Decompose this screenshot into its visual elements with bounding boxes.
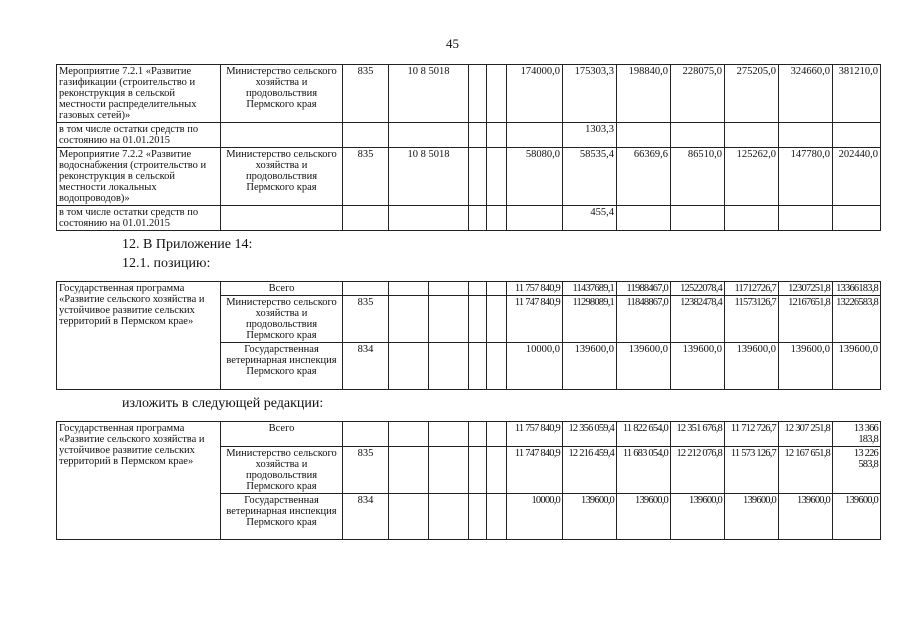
empty-cell bbox=[487, 282, 507, 296]
executor-cell bbox=[221, 206, 343, 231]
value-cell: 139600,0 bbox=[833, 343, 881, 390]
value-cell: 12307251,8 bbox=[779, 282, 833, 296]
executor-cell: Министерство сельского хозяйства и продовольствия Пермского края bbox=[221, 296, 343, 343]
value-cell: 147780,0 bbox=[779, 148, 833, 206]
value-cell: 202440,0 bbox=[833, 148, 881, 206]
value-cell: 324660,0 bbox=[779, 65, 833, 123]
measure-name: в том числе остатки средств по состоянию на 01.01.2015 bbox=[57, 206, 221, 231]
measure-name: Мероприятие 7.2.2 «Развитие водоснабжения (строительство и реконструкция в сельской местности локальных водопроводов)» bbox=[57, 148, 221, 206]
value-cell: 11 757 840,9 bbox=[507, 422, 563, 447]
value-cell: 12522078,4 bbox=[671, 282, 725, 296]
value-cell: 11988467,0 bbox=[617, 282, 671, 296]
empty-cell bbox=[429, 494, 469, 540]
value-cell bbox=[507, 206, 563, 231]
executor-cell: Государственная ветеринарная инспекция Пермского края bbox=[221, 494, 343, 540]
empty-cell bbox=[429, 282, 469, 296]
value-cell: 12 351 676,8 bbox=[671, 422, 725, 447]
value-cell: 381210,0 bbox=[833, 65, 881, 123]
executor-cell bbox=[221, 123, 343, 148]
empty-cell bbox=[487, 422, 507, 447]
value-cell bbox=[725, 123, 779, 148]
csr-cell: 10 8 5018 bbox=[389, 65, 469, 123]
csr-cell bbox=[389, 123, 469, 148]
measure-name: Мероприятие 7.2.1 «Развитие газификации (строительство и реконструкция в сельской местности распределительных газовых сетей)» bbox=[57, 65, 221, 123]
value-cell bbox=[671, 123, 725, 148]
value-cell: 58535,4 bbox=[563, 148, 617, 206]
value-cell: 12 307 251,8 bbox=[779, 422, 833, 447]
value-cell: 13366183,8 bbox=[833, 282, 881, 296]
value-cell: 139600,0 bbox=[725, 343, 779, 390]
empty-cell bbox=[389, 494, 429, 540]
empty-cell bbox=[487, 65, 507, 123]
value-cell: 275205,0 bbox=[725, 65, 779, 123]
empty-cell bbox=[487, 343, 507, 390]
empty-cell bbox=[429, 447, 469, 494]
empty-cell bbox=[389, 447, 429, 494]
empty-cell bbox=[469, 494, 487, 540]
value-cell: 139600,0 bbox=[833, 494, 881, 540]
value-cell: 58080,0 bbox=[507, 148, 563, 206]
value-cell: 125262,0 bbox=[725, 148, 779, 206]
executor-cell: Всего bbox=[221, 422, 343, 447]
empty-cell bbox=[389, 343, 429, 390]
empty-cell bbox=[487, 206, 507, 231]
value-cell: 139600,0 bbox=[671, 494, 725, 540]
value-cell: 139600,0 bbox=[671, 343, 725, 390]
empty-cell bbox=[469, 65, 487, 123]
value-cell bbox=[671, 206, 725, 231]
value-cell bbox=[779, 123, 833, 148]
value-cell: 11848867,0 bbox=[617, 296, 671, 343]
redaction-heading: изложить в следующей редакции: bbox=[122, 396, 324, 411]
value-cell: 139600,0 bbox=[617, 494, 671, 540]
value-cell: 11 712 726,7 bbox=[725, 422, 779, 447]
value-cell bbox=[833, 123, 881, 148]
value-cell: 66369,6 bbox=[617, 148, 671, 206]
empty-cell bbox=[487, 447, 507, 494]
page-number: 45 bbox=[446, 36, 459, 51]
empty-cell bbox=[487, 296, 507, 343]
empty-cell bbox=[469, 148, 487, 206]
value-cell: 11 822 654,0 bbox=[617, 422, 671, 447]
value-cell: 139600,0 bbox=[725, 494, 779, 540]
value-cell: 11 757 840,9 bbox=[507, 282, 563, 296]
empty-cell bbox=[389, 296, 429, 343]
empty-cell bbox=[469, 123, 487, 148]
table-row bbox=[57, 422, 881, 447]
empty-cell bbox=[429, 343, 469, 390]
executor-cell: Государственная ветеринарная инспекция Пермского края bbox=[221, 343, 343, 390]
value-cell: 12 212 076,8 bbox=[671, 447, 725, 494]
subsection-heading: 12.1. позицию: bbox=[122, 256, 211, 271]
value-cell: 12 167 651,8 bbox=[779, 447, 833, 494]
value-cell bbox=[617, 123, 671, 148]
value-cell bbox=[507, 123, 563, 148]
value-cell: 139600,0 bbox=[779, 494, 833, 540]
value-cell: 455,4 bbox=[563, 206, 617, 231]
empty-cell bbox=[487, 494, 507, 540]
value-cell: 11 747 840,9 bbox=[507, 296, 563, 343]
new-redaction-table bbox=[56, 421, 881, 540]
grbs-cell: 835 bbox=[343, 447, 389, 494]
value-cell bbox=[833, 206, 881, 231]
value-cell: 11298089,1 bbox=[563, 296, 617, 343]
executor-cell: Министерство сельского хозяйства и продовольствия Пермского края bbox=[221, 447, 343, 494]
value-cell: 198840,0 bbox=[617, 65, 671, 123]
executor-cell: Министерство сельского хозяйства и продовольствия Пермского края bbox=[221, 65, 343, 123]
value-cell: 12 356 059,4 bbox=[563, 422, 617, 447]
program-name: Государственная программа «Развитие сельского хозяйства и устойчивое развитие сельских территорий в Пермском крае» bbox=[57, 282, 221, 390]
value-cell bbox=[725, 206, 779, 231]
value-cell: 10000,0 bbox=[507, 494, 563, 540]
value-cell: 13226583,8 bbox=[833, 296, 881, 343]
empty-cell bbox=[389, 282, 429, 296]
grbs-cell bbox=[343, 206, 389, 231]
empty-cell bbox=[429, 422, 469, 447]
table-row bbox=[57, 65, 881, 123]
table-row bbox=[57, 282, 881, 296]
value-cell: 11437689,1 bbox=[563, 282, 617, 296]
empty-cell bbox=[469, 422, 487, 447]
value-cell: 228075,0 bbox=[671, 65, 725, 123]
program-measures-table bbox=[56, 64, 881, 231]
grbs-cell: 834 bbox=[343, 494, 389, 540]
csr-cell: 10 8 5018 bbox=[389, 148, 469, 206]
value-cell: 139600,0 bbox=[563, 494, 617, 540]
value-cell: 10000,0 bbox=[507, 343, 563, 390]
executor-cell: Министерство сельского хозяйства и продовольствия Пермского края bbox=[221, 148, 343, 206]
table-row bbox=[57, 123, 881, 148]
executor-cell: Всего bbox=[221, 282, 343, 296]
empty-cell bbox=[469, 343, 487, 390]
value-cell: 139600,0 bbox=[779, 343, 833, 390]
empty-cell bbox=[469, 296, 487, 343]
grbs-cell: 835 bbox=[343, 296, 389, 343]
empty-cell bbox=[487, 148, 507, 206]
value-cell: 12382478,4 bbox=[671, 296, 725, 343]
value-cell: 139600,0 bbox=[563, 343, 617, 390]
value-cell: 139600,0 bbox=[617, 343, 671, 390]
grbs-cell: 835 bbox=[343, 65, 389, 123]
measure-name: в том числе остатки средств по состоянию на 01.01.2015 bbox=[57, 123, 221, 148]
section-heading: 12. В Приложение 14: bbox=[122, 237, 253, 252]
value-cell: 174000,0 bbox=[507, 65, 563, 123]
current-position-table bbox=[56, 281, 881, 390]
value-cell: 11712726,7 bbox=[725, 282, 779, 296]
csr-cell bbox=[389, 206, 469, 231]
value-cell: 13 226 583,8 bbox=[833, 447, 881, 494]
empty-cell bbox=[469, 447, 487, 494]
value-cell: 11 747 840,9 bbox=[507, 447, 563, 494]
grbs-cell bbox=[343, 282, 389, 296]
program-name: Государственная программа «Развитие сельского хозяйства и устойчивое развитие сельских территорий в Пермском крае» bbox=[57, 422, 221, 540]
grbs-cell: 834 bbox=[343, 343, 389, 390]
value-cell bbox=[617, 206, 671, 231]
grbs-cell: 835 bbox=[343, 148, 389, 206]
value-cell: 175303,3 bbox=[563, 65, 617, 123]
empty-cell bbox=[469, 282, 487, 296]
value-cell: 12167651,8 bbox=[779, 296, 833, 343]
empty-cell bbox=[389, 422, 429, 447]
empty-cell bbox=[469, 206, 487, 231]
value-cell: 11 683 054,0 bbox=[617, 447, 671, 494]
table-row bbox=[57, 148, 881, 206]
value-cell: 13 366 183,8 bbox=[833, 422, 881, 447]
value-cell bbox=[779, 206, 833, 231]
value-cell: 11573126,7 bbox=[725, 296, 779, 343]
table-row bbox=[57, 206, 881, 231]
empty-cell bbox=[487, 123, 507, 148]
empty-cell bbox=[429, 296, 469, 343]
value-cell: 12 216 459,4 bbox=[563, 447, 617, 494]
grbs-cell bbox=[343, 123, 389, 148]
value-cell: 1303,3 bbox=[563, 123, 617, 148]
value-cell: 11 573 126,7 bbox=[725, 447, 779, 494]
value-cell: 86510,0 bbox=[671, 148, 725, 206]
grbs-cell bbox=[343, 422, 389, 447]
